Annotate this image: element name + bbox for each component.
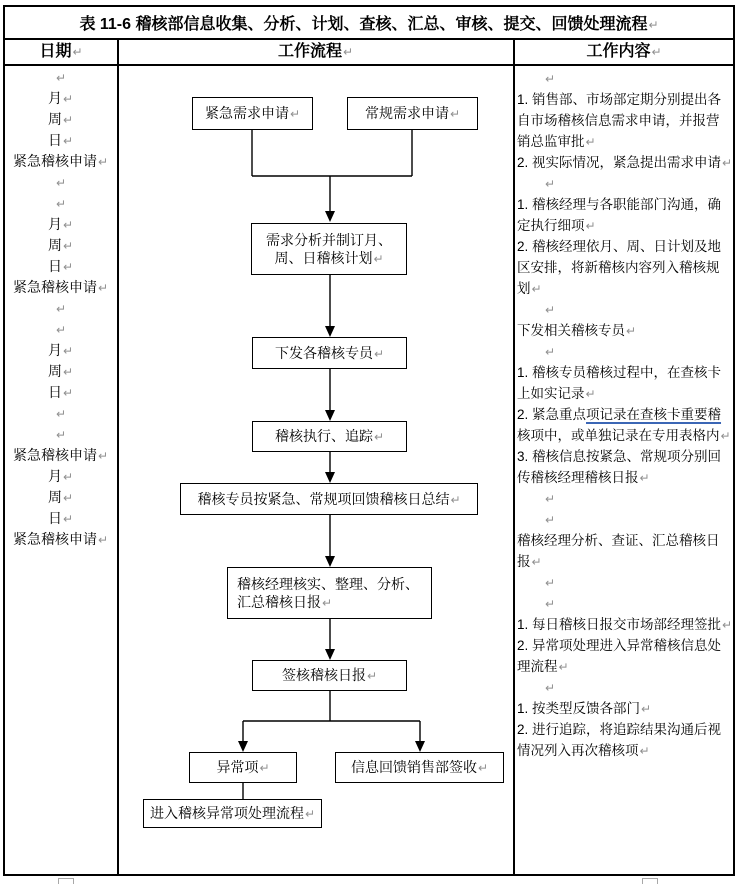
content-column-lines xyxy=(517,68,735,761)
pilcrow-mark: ↵ xyxy=(62,113,74,127)
empty-line xyxy=(517,509,735,530)
pilcrow-mark: ↵ xyxy=(585,135,596,149)
pilcrow-mark: ↵ xyxy=(62,365,74,379)
content-line: 2. 紧急重点项记录在查核卡重要稽 xyxy=(517,407,722,422)
pilcrow-mark: ↵ xyxy=(545,492,556,506)
pilcrow-mark: ↵ xyxy=(639,744,650,758)
empty-line xyxy=(517,68,735,89)
column-header-flow xyxy=(118,41,513,63)
content-line: 下发相关稽核专员↵ xyxy=(517,323,637,338)
underlined-text: 项记录在查核卡重要稽 xyxy=(586,407,722,422)
empty-line xyxy=(517,593,735,614)
flow-box-label: 信息回馈销售部签收 xyxy=(350,759,477,776)
pilcrow-mark: ↵ xyxy=(62,218,74,232)
empty-line xyxy=(517,572,735,593)
date-line: 紧急稽核申请↵ xyxy=(12,531,109,547)
pilcrow-mark: ↵ xyxy=(259,761,270,776)
content-line: 上如实记录↵ xyxy=(517,386,596,401)
empty-line xyxy=(5,403,116,424)
empty-line xyxy=(5,172,116,193)
empty-line xyxy=(517,173,735,194)
flow-box-label-line1: 稽核经理核实、整理、分析、 xyxy=(237,575,419,592)
empty-line xyxy=(517,341,735,362)
content-line: 情况列入再次稽核项↵ xyxy=(517,743,650,758)
pilcrow-mark: ↵ xyxy=(62,134,74,148)
pilcrow-mark: ↵ xyxy=(545,576,556,590)
date-line: 紧急稽核申请↵ xyxy=(12,279,109,295)
date-line: 周↵ xyxy=(47,111,74,127)
content-line: 2. 稽核经理依月、周、日计划及地 xyxy=(517,239,722,254)
pilcrow-mark: ↵ xyxy=(55,302,67,316)
content-line: 2. 视实际情况，紧急提出需求申请↵ xyxy=(517,155,733,170)
flow-box-label-line1: 需求分析并制订月、 xyxy=(266,231,392,248)
date-line: 月↵ xyxy=(47,216,74,232)
flow-box-label: 进入稽核异常项处理流程 xyxy=(149,805,304,822)
content-line: 2. 异常项处理进入异常稽核信息处 xyxy=(517,638,722,653)
date-line: 日↵ xyxy=(47,258,74,274)
column-header-date-text: 日期 xyxy=(39,43,72,60)
flow-box-label-line2: 周、日稽核计划 xyxy=(274,249,373,266)
column-header-flow-text: 工作流程 xyxy=(277,43,342,60)
pilcrow-mark: ↵ xyxy=(720,429,731,443)
content-line: 稽核经理分析、查证、汇总稽核日 xyxy=(517,533,720,548)
pilcrow-mark: ↵ xyxy=(545,72,556,86)
table-handle-mark xyxy=(642,878,658,884)
date-line: 月↵ xyxy=(47,468,74,484)
pilcrow-mark: ↵ xyxy=(531,282,542,296)
page-title xyxy=(6,11,732,34)
pilcrow-mark: ↵ xyxy=(62,92,74,106)
pilcrow-mark: ↵ xyxy=(531,555,542,569)
empty-line xyxy=(5,298,116,319)
title-row-divider xyxy=(5,38,733,40)
pilcrow-mark: ↵ xyxy=(373,430,385,445)
date-line: 周↵ xyxy=(47,489,74,505)
pilcrow-mark: ↵ xyxy=(72,45,83,59)
empty-line xyxy=(517,299,735,320)
content-line: 自市场稽核信息需求申请，并报营 xyxy=(517,113,720,128)
date-line: 紧急稽核申请↵ xyxy=(12,153,109,169)
pilcrow-mark: ↵ xyxy=(55,323,67,337)
date-line: 月↵ xyxy=(47,90,74,106)
content-line: 定执行细项↵ xyxy=(517,218,596,233)
pilcrow-mark: ↵ xyxy=(373,346,385,361)
content-line: 核项中，或单独记录在专用表格内↵ xyxy=(517,428,731,443)
pilcrow-mark: ↵ xyxy=(55,407,67,421)
content-line: 传稽核经理稽核日报↵ xyxy=(517,470,650,485)
pilcrow-mark: ↵ xyxy=(322,595,333,610)
flow-box-label: 下发各稽核专员 xyxy=(274,344,373,361)
page-title-text: 表 11-6 稽核部信息收集、分析、计划、查核、汇总、审核、提交、回馈处理流程 xyxy=(79,16,648,33)
pilcrow-mark: ↵ xyxy=(55,197,67,211)
pilcrow-mark: ↵ xyxy=(545,345,556,359)
content-line: 1. 稽核专员稽核过程中，在查核卡 xyxy=(517,365,722,380)
content-line: 1. 销售部、市场部定期分别提出各 xyxy=(517,92,722,107)
date-line: 紧急稽核申请↵ xyxy=(12,447,109,463)
pilcrow-mark: ↵ xyxy=(97,449,109,463)
flow-box-label: 常规需求申请 xyxy=(364,105,449,122)
pilcrow-mark: ↵ xyxy=(545,177,556,191)
header-row-divider xyxy=(5,64,733,66)
pilcrow-mark: ↵ xyxy=(342,45,354,59)
empty-line xyxy=(5,424,116,445)
content-line: 理流程↵ xyxy=(517,659,569,674)
pilcrow-mark: ↵ xyxy=(62,260,74,274)
flow-box-sign-daily-report xyxy=(252,660,407,691)
flow-box-label: 签核稽核日报 xyxy=(281,667,366,684)
flow-box-daily-summary-feedback xyxy=(180,483,478,515)
content-line: 1. 稽核经理与各职能部门沟通，确 xyxy=(517,197,722,212)
flow-box-label: 异常项 xyxy=(216,759,259,776)
content-line: 2. 进行追踪，将追踪结果沟通后视 xyxy=(517,722,722,737)
pilcrow-mark: ↵ xyxy=(545,681,556,695)
empty-line xyxy=(5,319,116,340)
flow-box-feedback-sales-sign xyxy=(335,752,504,783)
column-divider-date-flow xyxy=(117,39,119,874)
content-line: 1. 按类型反馈各部门↵ xyxy=(517,701,652,716)
pilcrow-mark: ↵ xyxy=(55,176,67,190)
pilcrow-mark: ↵ xyxy=(55,428,67,442)
column-header-content-text: 工作内容 xyxy=(586,43,651,60)
pilcrow-mark: ↵ xyxy=(651,45,662,59)
pilcrow-mark: ↵ xyxy=(477,761,489,776)
date-line: 日↵ xyxy=(47,510,74,526)
pilcrow-mark: ↵ xyxy=(62,239,74,253)
content-line: 销总监审批↵ xyxy=(517,134,596,149)
pilcrow-mark: ↵ xyxy=(558,660,569,674)
pilcrow-mark: ↵ xyxy=(97,533,109,547)
pilcrow-mark: ↵ xyxy=(62,470,74,484)
pilcrow-mark: ↵ xyxy=(545,597,556,611)
column-header-date xyxy=(6,41,116,63)
flow-box-manager-verify-summarize xyxy=(227,567,432,619)
pilcrow-mark: ↵ xyxy=(62,491,74,505)
flow-box-label-line2: 汇总稽核日报 xyxy=(237,593,321,610)
pilcrow-mark: ↵ xyxy=(585,387,596,401)
pilcrow-mark: ↵ xyxy=(62,344,74,358)
content-line: 区安排，将新稽核内容列入稽核规 xyxy=(517,260,720,275)
date-line: 日↵ xyxy=(47,132,74,148)
content-line: 划↵ xyxy=(517,281,542,296)
empty-line xyxy=(5,193,116,214)
flow-box-abnormal-item xyxy=(189,752,297,783)
flow-box-demand-analysis-plan xyxy=(251,223,407,275)
pilcrow-mark: ↵ xyxy=(626,324,637,338)
pilcrow-mark: ↵ xyxy=(648,18,659,32)
pilcrow-mark: ↵ xyxy=(97,155,109,169)
pilcrow-mark: ↵ xyxy=(585,219,596,233)
pilcrow-mark: ↵ xyxy=(450,492,461,507)
flow-box-regular-request xyxy=(347,97,478,130)
pilcrow-mark: ↵ xyxy=(722,618,733,632)
flow-box-abnormal-handling-process xyxy=(143,799,322,828)
flow-box-urgent-request xyxy=(192,97,313,130)
pilcrow-mark: ↵ xyxy=(545,513,556,527)
pilcrow-mark: ↵ xyxy=(722,156,733,170)
pilcrow-mark: ↵ xyxy=(639,471,650,485)
pilcrow-mark: ↵ xyxy=(97,281,109,295)
flow-box-audit-execute-track xyxy=(252,421,407,452)
content-line: 3. 稽核信息按紧急、常规项分别回 xyxy=(517,449,722,464)
content-line: 报↵ xyxy=(517,554,542,569)
flow-box-label: 紧急需求申请 xyxy=(204,105,289,122)
pilcrow-mark: ↵ xyxy=(62,512,74,526)
empty-line xyxy=(517,677,735,698)
pilcrow-mark: ↵ xyxy=(289,107,301,122)
pilcrow-mark: ↵ xyxy=(449,107,461,122)
empty-line xyxy=(5,67,116,88)
date-line: 日↵ xyxy=(47,384,74,400)
date-column-lines xyxy=(5,67,116,550)
flow-box-label: 稽核专员按紧急、常规项回馈稽核日总结 xyxy=(197,490,450,507)
pilcrow-mark: ↵ xyxy=(304,807,316,822)
column-divider-flow-content xyxy=(513,39,515,874)
date-line: 周↵ xyxy=(47,237,74,253)
pilcrow-mark: ↵ xyxy=(641,702,652,716)
pilcrow-mark: ↵ xyxy=(373,251,384,266)
date-line: 周↵ xyxy=(47,363,74,379)
flow-box-label: 稽核执行、追踪 xyxy=(274,428,373,445)
pilcrow-mark: ↵ xyxy=(366,669,378,684)
pilcrow-mark: ↵ xyxy=(62,386,74,400)
date-line: 月↵ xyxy=(47,342,74,358)
column-header-content xyxy=(514,41,734,63)
pilcrow-mark: ↵ xyxy=(55,71,67,85)
pilcrow-mark: ↵ xyxy=(545,303,556,317)
table-handle-mark xyxy=(58,878,74,884)
empty-line xyxy=(517,488,735,509)
flow-box-dispatch-specialists xyxy=(252,337,407,369)
content-line: 1. 每日稽核日报交市场部经理签批↵ xyxy=(517,617,733,632)
